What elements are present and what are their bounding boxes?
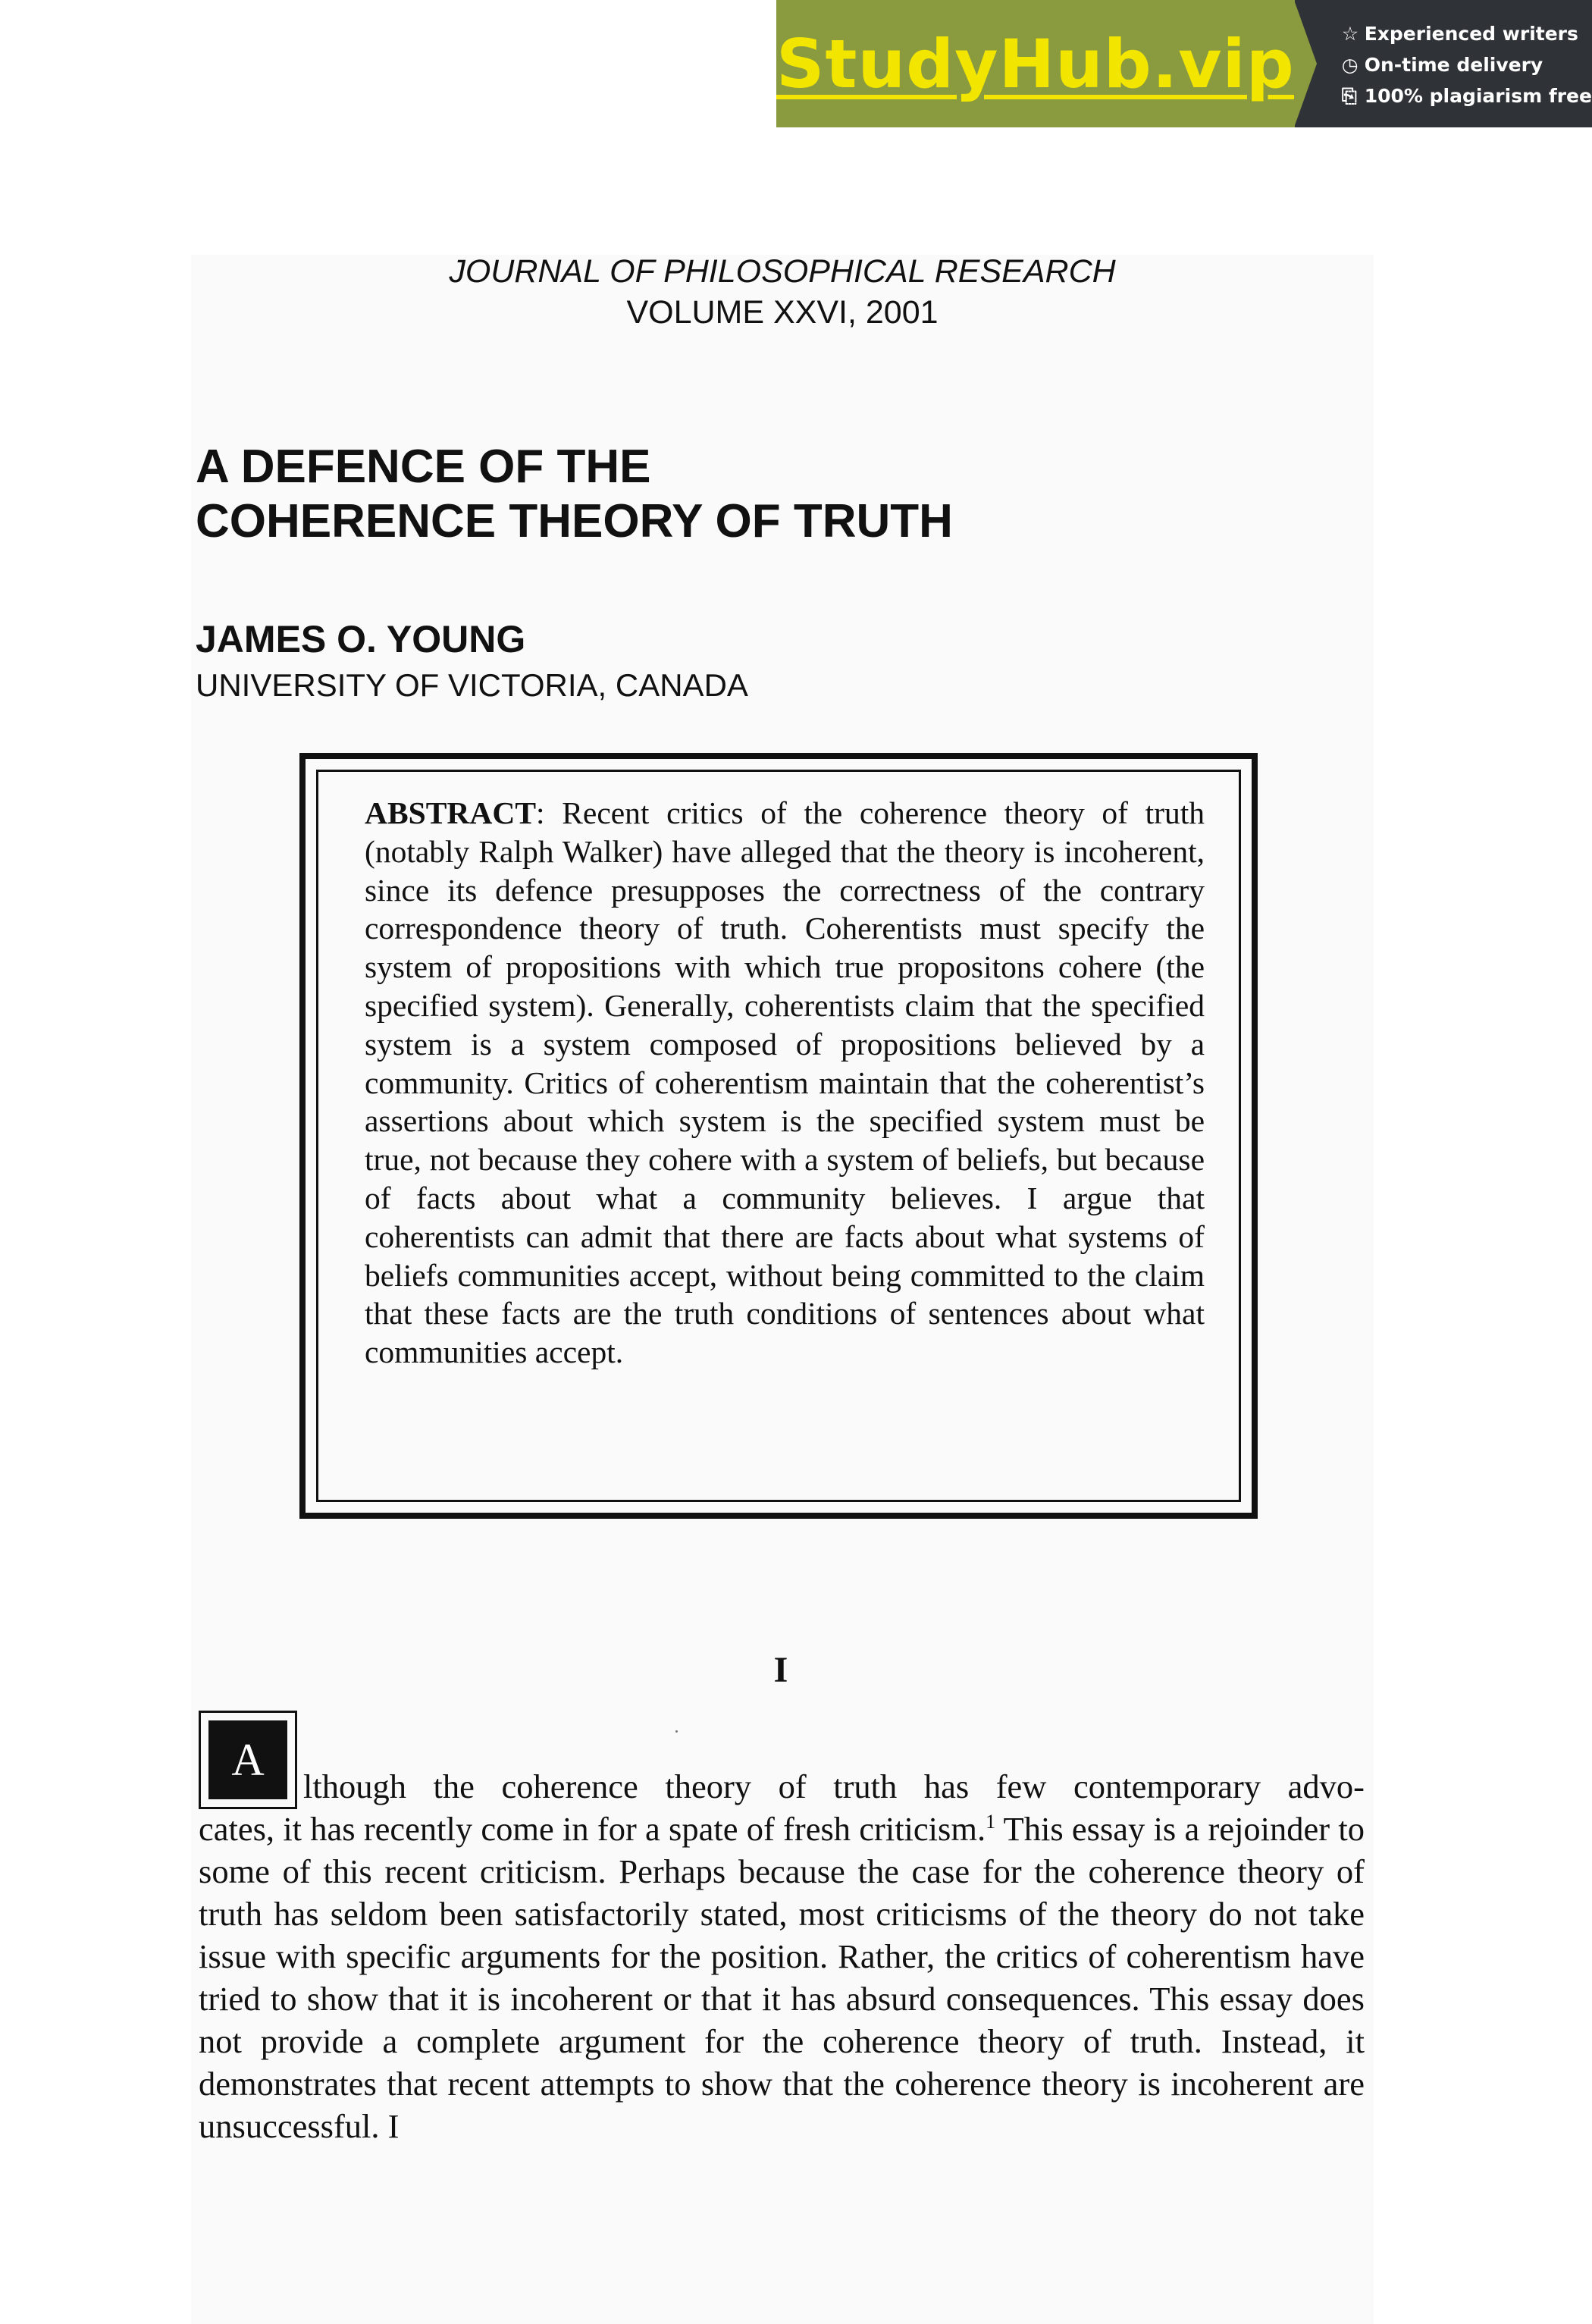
- brand-name: StudyHub.vip: [776, 24, 1295, 103]
- feature-list: [1295, 0, 1592, 127]
- author-affiliation: UNIVERSITY OF VICTORIA, CANADA: [196, 667, 748, 703]
- body-text-a: cates, it has recently come in for a spate of fresh criticism.: [199, 1810, 986, 1848]
- title-line-1: A DEFENCE OF THE: [196, 441, 651, 493]
- abstract-box: [299, 753, 1258, 1519]
- abstract-label: ABSTRACT: [365, 795, 537, 830]
- promo-banner[interactable]: [776, 0, 1592, 127]
- drop-cap: [199, 1711, 297, 1809]
- feature-item: [1342, 18, 1592, 49]
- drop-cap-letter: A: [231, 1734, 265, 1785]
- feature-label: Experienced writers: [1364, 23, 1578, 45]
- star-icon: ☆: [1341, 23, 1359, 45]
- body-first-line: lthough the coherence theory of truth has few contemporary advo-: [303, 1767, 1365, 1805]
- scan-artifact: [675, 1730, 678, 1733]
- abstract-body: : Recent critics of the coherence theory of truth (notably Ralph Walker) have alleged that the theory is incoherent, since its defence presupposes the correctness of the contrary correspondence theory of truth. Coherentists must specify the system of propositions with which true propositons cohere (the specified system). Generally, coherentists claim that the specified system is a system composed of propositions believed by a community. Critics of coherentism maintain that the coherentist’s assertions about which system is the specified system must be true, not because they cohere with a system of beliefs, but because of facts about what a community believes. I argue that coherentists can admit that there are facts about what systems of beliefs communities accept, without being committed to the claim that these facts are the truth conditions of sentences about what communities accept.: [365, 795, 1205, 1370]
- banner-notch: [1294, 0, 1317, 127]
- body-paragraph: [199, 1808, 1365, 2147]
- clock-icon: ◷: [1341, 54, 1359, 76]
- author-name: JAMES O. YOUNG: [196, 618, 526, 660]
- article-title: [196, 440, 1257, 549]
- feature-item: [1342, 49, 1592, 80]
- journal-name: JOURNAL OF PHILOSOPHICAL RESEARCH: [449, 253, 1116, 290]
- drop-cap-inner: [208, 1720, 287, 1799]
- section-numeral: I: [773, 1650, 788, 1690]
- document-icon: ⎘: [1341, 85, 1357, 107]
- title-line-2: COHERENCE THEORY OF TRUTH: [196, 495, 953, 547]
- abstract-text: [365, 794, 1205, 1372]
- footnote-ref[interactable]: 1: [986, 1811, 996, 1833]
- brand-logo[interactable]: [776, 0, 1295, 127]
- journal-volume: VOLUME XXVI, 2001: [626, 294, 939, 331]
- feature-label: On-time delivery: [1364, 54, 1543, 76]
- feature-label: 100% plagiarism free: [1364, 85, 1592, 107]
- body-text-b: This essay is a rejoinder to some of this recent criticism. Perhaps because the case for the coherence theory of truth has seldom been satisfactorily stated, most criticisms of the theory do not take issue with specific arguments for the position. Rather, the critics of coherentism have tried to show that it is incoherent or that it has absurd consequences. This essay does not provide a complete argument for the coherence theory of truth. Instead, it demonstrates that recent attempts to show that the coherence theory is incoherent are unsuccessful. I: [199, 1810, 1365, 2145]
- feature-item: [1342, 80, 1592, 111]
